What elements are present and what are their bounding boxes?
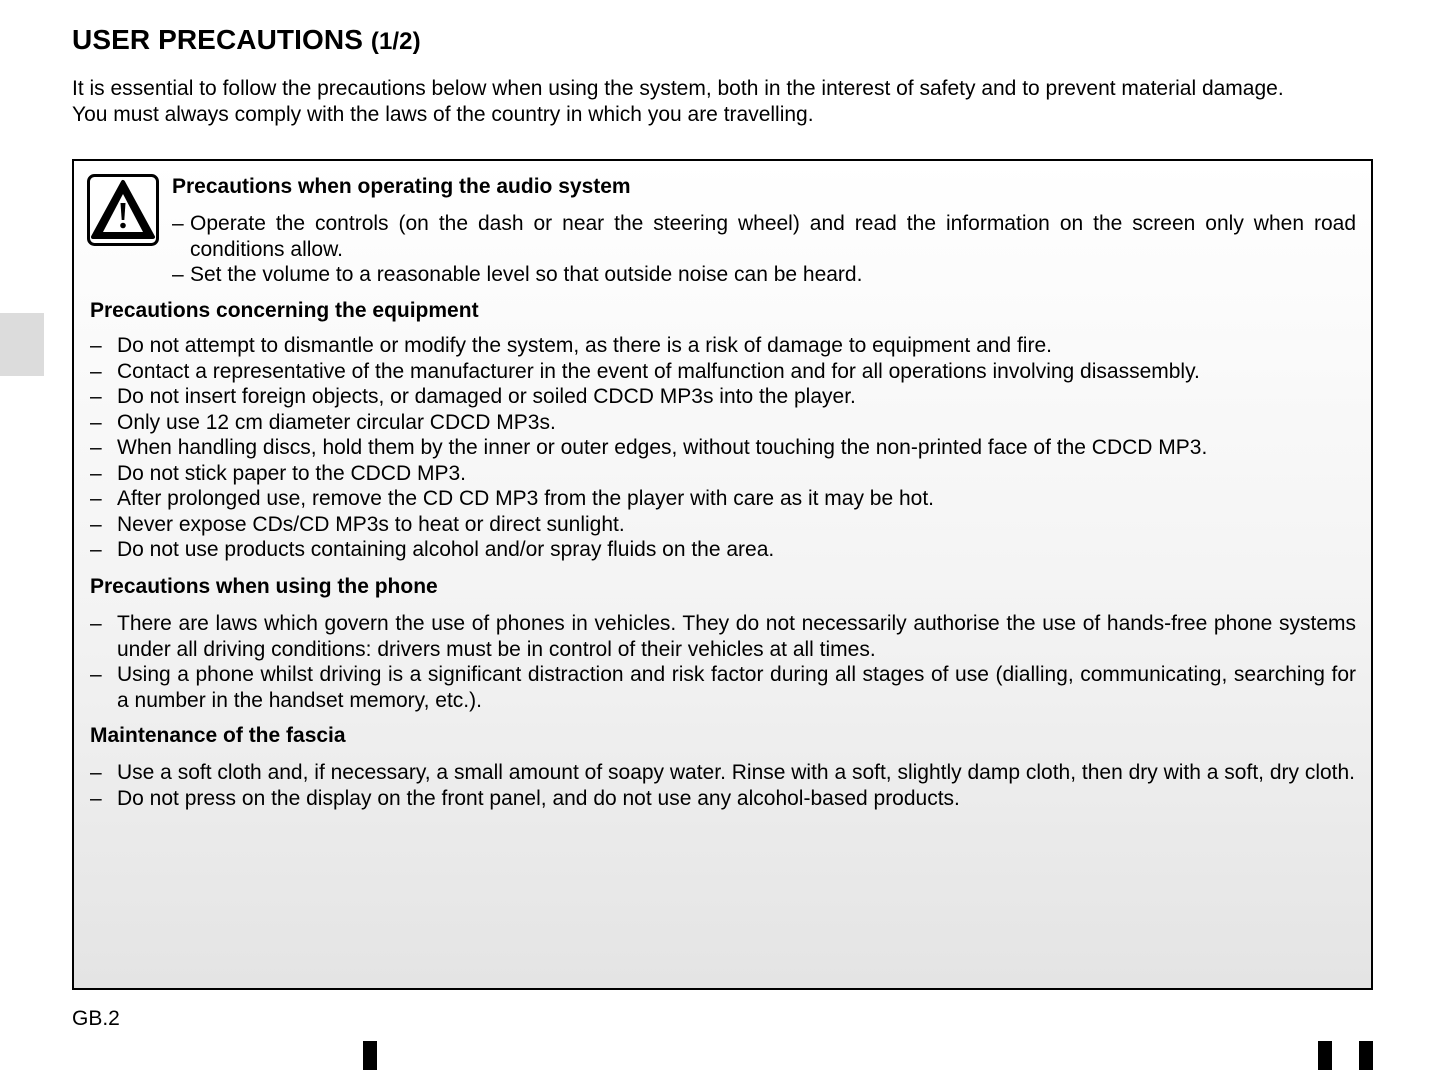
list-item bbox=[172, 211, 1356, 262]
equipment-precautions-list bbox=[90, 333, 1356, 563]
list-dash: – bbox=[90, 663, 102, 686]
intro-line-2: You must always comply with the laws of the country in which you are travelling. bbox=[72, 103, 814, 126]
list-item bbox=[90, 662, 1356, 713]
intro-line-1: It is essential to follow the precautions below when using the system, both in the interest of safety and to prevent material damage. bbox=[72, 77, 1284, 100]
list-item-text: Using a phone whilst driving is a significant distraction and risk factor during all stages of use (dialling, communicating, searching for a number in the handset memory, etc.). bbox=[117, 663, 1356, 712]
list-dash: – bbox=[90, 359, 102, 383]
list-item bbox=[90, 760, 1356, 786]
list-item-text: There are laws which govern the use of phones in vehicles. They do not necessarily authorise the use of hands-free phone systems under all driving conditions: drivers must be in control of their vehicles at all times. bbox=[117, 612, 1356, 661]
list-item bbox=[90, 410, 1356, 436]
crop-mark bbox=[1359, 1041, 1373, 1070]
warning-triangle-icon bbox=[87, 174, 159, 246]
section-title-equipment: Precautions concerning the equipment bbox=[90, 299, 479, 322]
list-dash: – bbox=[90, 385, 102, 408]
page-title bbox=[72, 24, 421, 56]
list-dash: – bbox=[90, 786, 102, 810]
list-dash: – bbox=[172, 263, 184, 286]
list-dash: – bbox=[90, 487, 102, 510]
list-dash: – bbox=[172, 212, 184, 235]
list-item bbox=[172, 262, 1356, 288]
list-dash: – bbox=[90, 538, 102, 561]
list-item bbox=[90, 786, 1356, 812]
list-item-text: Do not press on the display on the front panel, and do not use any alcohol-based products. bbox=[117, 786, 960, 810]
section-title-phone: Precautions when using the phone bbox=[90, 575, 438, 598]
list-item bbox=[90, 333, 1356, 359]
list-item-text: Do not attempt to dismantle or modify the system, as there is a risk of damage to equipment and fire. bbox=[117, 334, 1052, 357]
list-dash: – bbox=[90, 436, 102, 459]
section-title-fascia: Maintenance of the fascia bbox=[90, 724, 346, 747]
list-item-text: When handling discs, hold them by the inner or outer edges, without touching the non-printed face of the CDCD MP3. bbox=[117, 436, 1208, 459]
crop-mark bbox=[1318, 1041, 1332, 1070]
list-dash: – bbox=[90, 512, 102, 536]
list-item-text: Use a soft cloth and, if necessary, a small amount of soapy water. Rinse with a soft, slightly damp cloth, then dry with a soft, dry cloth. bbox=[117, 761, 1356, 784]
list-dash: – bbox=[90, 461, 102, 485]
section-title-audio: Precautions when operating the audio system bbox=[172, 175, 631, 198]
page-title-text: USER PRECAUTIONS bbox=[72, 24, 363, 55]
list-dash: – bbox=[90, 761, 102, 784]
list-item bbox=[90, 611, 1356, 662]
side-tab-marker bbox=[0, 313, 44, 376]
list-item bbox=[90, 537, 1356, 563]
list-item-text: Never expose CDs/CD MP3s to heat or direct sunlight. bbox=[117, 512, 625, 536]
list-item bbox=[90, 486, 1356, 512]
list-item-text: Only use 12 cm diameter circular CDCD MP3s. bbox=[117, 410, 556, 434]
list-item bbox=[90, 461, 1356, 487]
list-item bbox=[90, 359, 1356, 385]
page-title-suffix: (1/2) bbox=[370, 28, 421, 55]
list-item bbox=[90, 512, 1356, 538]
list-item-text: Set the volume to a reasonable level so that outside noise can be heard. bbox=[190, 263, 863, 286]
page-number: GB.2 bbox=[72, 1007, 120, 1030]
list-dash: – bbox=[90, 334, 102, 357]
phone-precautions-list bbox=[90, 611, 1356, 713]
list-item-text: Operate the controls (on the dash or near the steering wheel) and read the information on the screen only when road conditions allow. bbox=[190, 212, 1356, 261]
list-item bbox=[90, 435, 1356, 461]
intro-paragraph bbox=[72, 76, 1392, 128]
list-item-text: Contact a representative of the manufacturer in the event of malfunction and for all operations involving disassembly. bbox=[117, 359, 1200, 383]
audio-precautions-list bbox=[172, 211, 1356, 288]
list-dash: – bbox=[90, 410, 102, 434]
list-item-text: Do not stick paper to the CDCD MP3. bbox=[117, 461, 466, 485]
precautions-box bbox=[72, 159, 1373, 990]
list-dash: – bbox=[90, 612, 102, 635]
crop-mark bbox=[363, 1041, 377, 1070]
list-item-text: After prolonged use, remove the CD CD MP3 from the player with care as it may be hot. bbox=[117, 487, 935, 510]
list-item-text: Do not use products containing alcohol and/or spray fluids on the area. bbox=[117, 538, 775, 561]
list-item-text: Do not insert foreign objects, or damaged or soiled CDCD MP3s into the player. bbox=[117, 385, 856, 408]
list-item bbox=[90, 384, 1356, 410]
fascia-maintenance-list bbox=[90, 760, 1356, 811]
